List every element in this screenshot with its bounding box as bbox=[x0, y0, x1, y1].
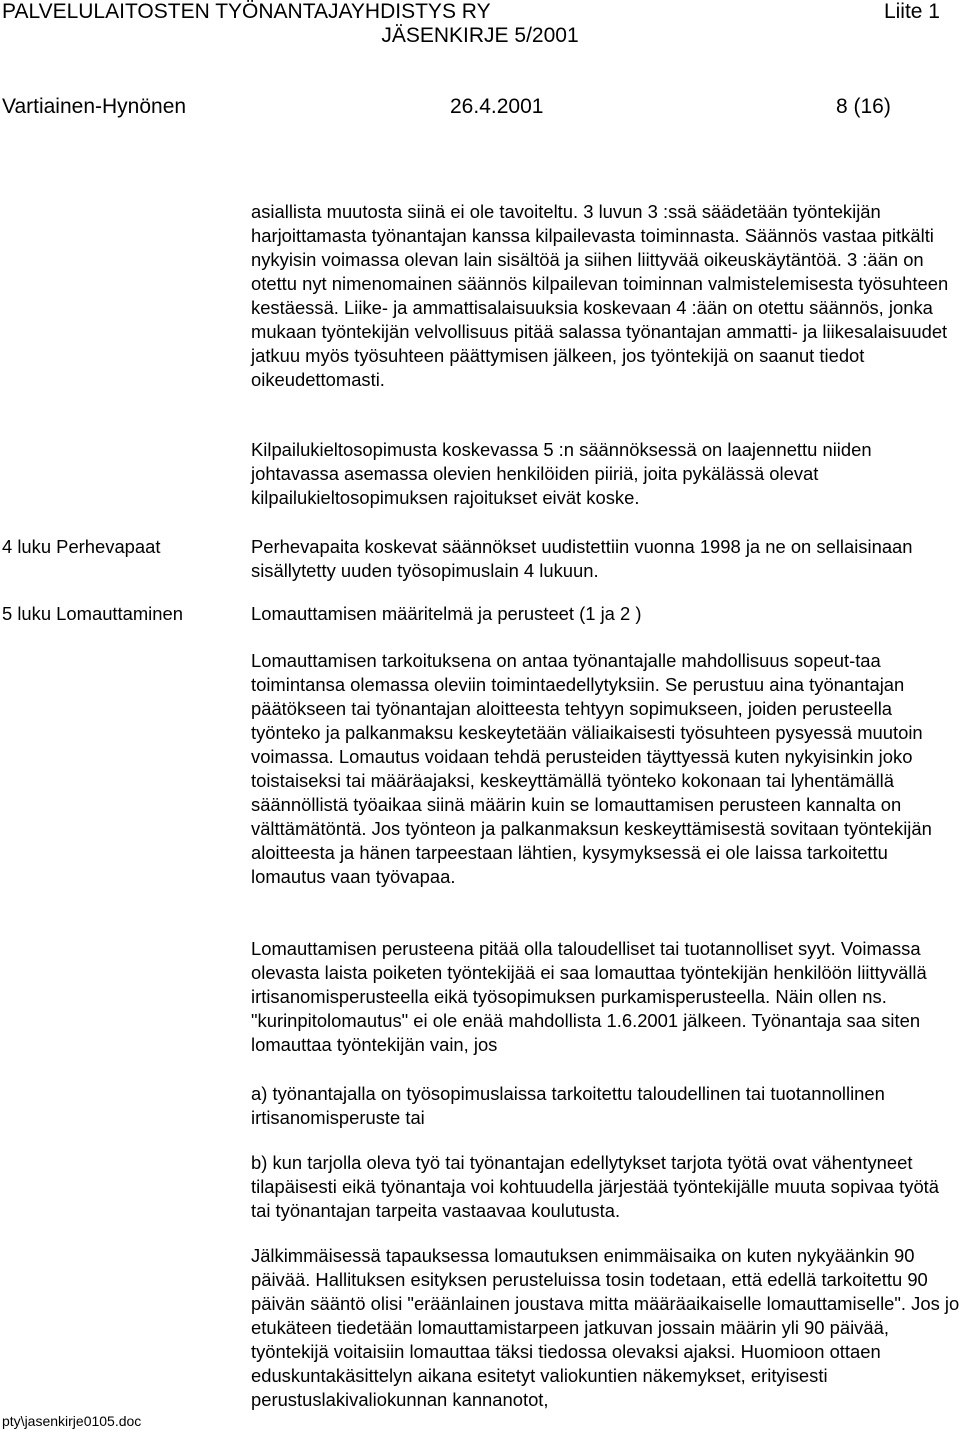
body-paragraph: Perhevapaita koskevat säännökset uudistettiin vuonna 1998 ja ne on sellaisinaan sisällytetty uuden työsopimuslain 4 lukuun. bbox=[251, 536, 913, 581]
bulletin-number: JÄSENKIRJE 5/2001 bbox=[381, 24, 579, 47]
footer-file-path: pty\jasenkirje0105.doc bbox=[2, 1413, 142, 1429]
intro-section-cont bbox=[251, 438, 960, 510]
body-paragraph: Jälkimmäisessä tapauksessa lomautuksen enimmäisaika on kuten nykyäänkin 90 päivää. Hallituksen esityksen perusteluissa tosin todetaan, että edellä tarkoitettu 90 päivän sääntö olisi "eräänlainen joustava mitta määräaikaiselle lomauttamiselle". Jos jo etukäteen tiedetään lomauttamistarpeen jatkuvan jossain määrin yli 90 päivää, työntekijä voitaisiin lomauttaa täksi tiedossa olevaksi ajaksi. Huomioon ottaen eduskuntakäsittelyn aikana esitetyt valiokuntien näkemykset, erityisesti perustuslakivaliokunnan kannanotot, bbox=[251, 1245, 960, 1410]
body-paragraph: Lomauttamisen perusteena pitää olla taloudelliset tai tuotannolliset syyt. Voimassa olevasta laista poiketen työntekijää ei saa lomauttaa työntekijän henkilöön liittyvällä irtisanomisperusteella eikä työsopimuksen purkamisperusteella. Näin ollen ns. "kurinpitolomautus" ei ole enää mahdollista 1.6.2001 jälkeen. Työnantaja saa siten lomauttaa työntekijän vain, jos bbox=[251, 938, 927, 1055]
organization-name: PALVELULAITOSTEN TYÖNANTAJAYHDISTYS RY bbox=[2, 0, 491, 23]
lomauttaminen-item-a bbox=[251, 1082, 960, 1130]
lomauttaminen-paragraph-2 bbox=[251, 937, 960, 1057]
author-name: Vartiainen-Hynönen bbox=[2, 95, 187, 118]
body-paragraph: asiallista muutosta siinä ei ole tavoiteltu. 3 luvun 3 :ssä säädetään työntekijän harjoittamasta työnantajan kanssa kilpailevasta toiminnasta. Säännös vastaa pitkälti nykyisin voimassa olevan lain sisältöä ja siihen liittyvää oikeuskäytäntöä. 3 :ään on otettu nyt nimenomainen säännös kilpailevan toiminnan valmistelemisesta työsuhteen kestäessä. Liike- ja ammattisalaisuuksia koskevaan 4 :ään on otettu säännös, jonka mukaan työntekijän velvollisuus pitää salassa työnantajan ammatti- ja liikesalaisuudet jatkuu myös työsuhteen päättymisen jälkeen, jos työntekijä on saanut tiedot oikeudettomasti. bbox=[251, 201, 949, 390]
section-heading-perhevapaat: 4 luku Perhevapaat bbox=[2, 536, 161, 557]
lomauttaminen-item-b bbox=[251, 1151, 960, 1223]
body-paragraph: Lomauttamisen tarkoituksena on antaa työnantajalle mahdollisuus sopeut-taa toimintansa olemassa oleviin toimintaedellytyksiin. Se perustuu aina työnantajan päätökseen tai työnantajan aloitteesta tehtyyn sopimukseen, joiden perusteella työnteko ja palkanmaksu keskeytetään väliaikaisesti työsuhteen pysyessä muutoin voimassa. Lomautus voidaan tehdä perusteiden täyttyessä kuten nykyisinkin joko toistaiseksi tai määräajaksi, keskeyttämällä työnteko kokonaan tai lyhentämällä säännöllistä työaikaa siinä määrin kuin se lomauttamisen perusteen kannalta on välttämätöntä. Jos työnteon ja palkanmaksun keskeyttämisestä sovitaan työntekijän aloitteesta ja hänen tarpeestaan lähtien, kysymyksessä ei ole laissa tarkoitettu lomautus vaan työvapaa. bbox=[251, 650, 932, 887]
list-item: b) kun tarjolla oleva työ tai työnantajan edellytykset tarjota työtä ovat vähentyneet tilapäisesti eikä työnantaja voi kohtuudella järjestää työntekijälle muuta sopivaa työtä tai työnantajan tarpeita vastaavaa koulutusta. bbox=[251, 1152, 940, 1221]
subheading: Lomauttamisen määritelmä ja perusteet (1 ja 2 ) bbox=[251, 603, 642, 624]
lomauttaminen-paragraph-1 bbox=[251, 649, 960, 889]
intro-section bbox=[251, 200, 960, 392]
lomauttaminen-paragraph-3 bbox=[251, 1244, 960, 1412]
section-heading-lomauttaminen: 5 luku Lomauttaminen bbox=[2, 603, 183, 624]
section-lomauttaminen-subheading bbox=[251, 602, 960, 626]
list-item: a) työnantajalla on työsopimuslaissa tarkoitettu taloudellinen tai tuotannollinen irtisanomisperuste tai bbox=[251, 1083, 885, 1128]
section-perhevapaat bbox=[251, 535, 960, 583]
attachment-label: Liite 1 bbox=[883, 0, 940, 23]
body-paragraph: Kilpailukieltosopimusta koskevassa 5 :n säännöksessä on laajennettu niiden johtavassa asemassa olevien henkilöiden piiriä, joita pykälässä olevat kilpailukieltosopimuksen rajoitukset eivät koske. bbox=[251, 439, 872, 508]
document-date: 26.4.2001 bbox=[450, 95, 544, 118]
page-number: 8 (16) bbox=[836, 95, 891, 118]
